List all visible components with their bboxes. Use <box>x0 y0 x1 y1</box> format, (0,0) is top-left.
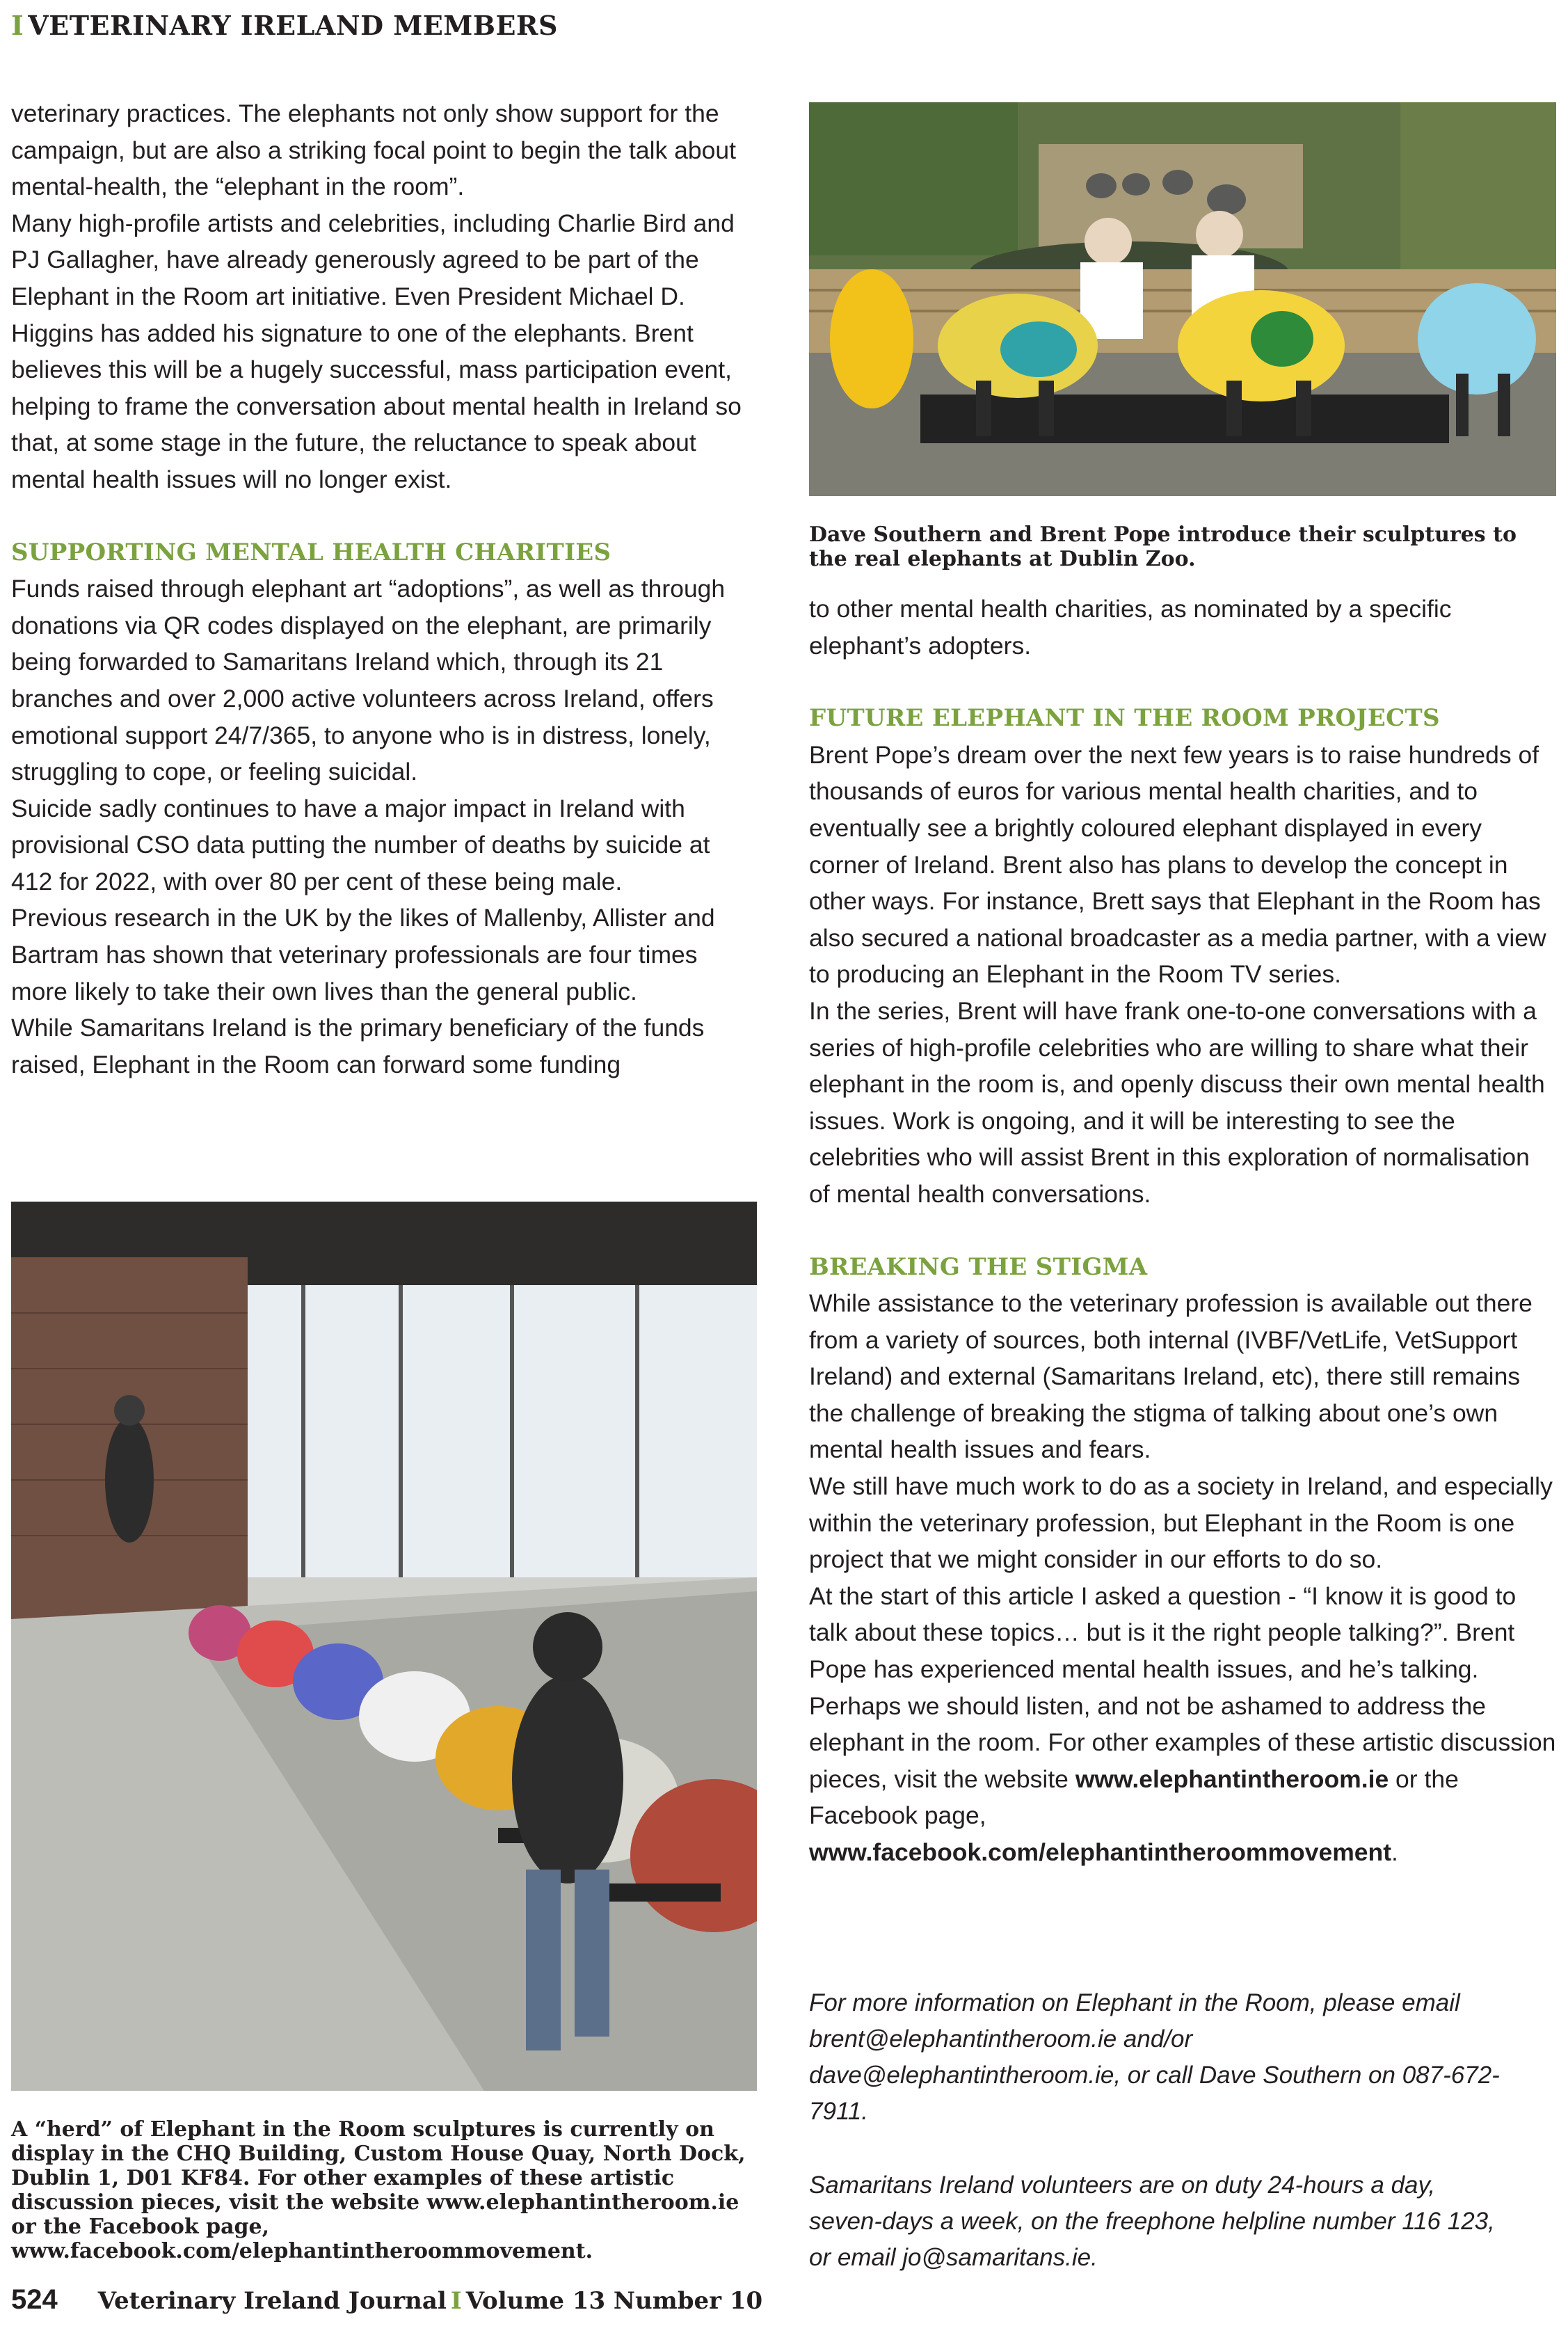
chq-photo-caption: A “herd” of Elephant in the Room sculptures is currently on display in the CHQ Building, Custom House Quay, North Dock, Dublin 1, D01 KF84. For other examples of these artistic discussion pieces, visit the website www.elephantintheroom.ie or the Facebook page, www.facebook.com/elephantintheroommovement. <box>11 2117 746 2263</box>
right-column-text <box>809 591 1556 1871</box>
section-heading-stigma: BREAKING THE STIGMA <box>809 1252 1148 1281</box>
journal-name: Veterinary Ireland Journal <box>97 2287 447 2315</box>
journal-issue: Volume 13 Number 10 <box>465 2287 763 2315</box>
paragraph: In the series, Brent will have frank one-to-one conversations with a series of high-profile celebrities who are willing to share what their elephant in the room is, and openly discuss their own mental health issues. Work is ongoing, and it will be interesting to see the celebrities who will assist Brent in this exploration of normalisation of mental health conversations. <box>809 996 1545 1208</box>
or-facebook-text: or the Facebook page, <box>809 1765 1459 1830</box>
section-heading-supporting: SUPPORTING MENTAL HEALTH CHARITIES <box>11 538 611 566</box>
zoo-photo-caption: Dave Southern and Brent Pope introduce their sculptures to the real elephants at Dublin Zoo. <box>809 523 1517 571</box>
section-heading-future: FUTURE ELEPHANT IN THE ROOM PROJECTS <box>809 704 1440 733</box>
website-link[interactable]: www.elephantintheroom.ie <box>1075 1765 1389 1793</box>
zoo-photo <box>809 102 1556 496</box>
header-marker: I <box>11 10 24 41</box>
footer <box>11 2284 762 2316</box>
paragraph: to other mental health charities, as nominated by a specific elephant’s adopters. <box>809 595 1452 660</box>
page-number: 524 <box>11 2284 58 2315</box>
header-title: VETERINARY IRELAND MEMBERS <box>28 10 558 41</box>
facebook-link[interactable]: www.facebook.com/elephantintheroommovement <box>809 1838 1392 1866</box>
paragraph: We still have much work to do as a society in Ireland, and especially within the veterinary profession, but Elephant in the Room is one project that we might consider in our efforts to do so. <box>809 1472 1553 1574</box>
paragraph: veterinary practices. The elephants not only show support for the campaign, but are also a striking focal point to begin the talk about mental-health, the “elephant in the room”. <box>11 99 736 201</box>
paragraph: Many high-profile artists and celebrities, including Charlie Bird and PJ Gallagher, have already generously agreed to be part of the Elephant in the Room art initiative. Even President Michael D. Higgins has added his signature to one of the elephants. Brent believes this will be a hugely successful, mass participation event, helping to frame the conversation about mental health in Ireland so that, at some stage in the future, the reluctance to speak about mental health issues will no longer exist. <box>11 209 742 493</box>
paragraph: Previous research in the UK by the likes of Mallenby, Allister and Bartram has shown that veterinary professionals are four times more likely to take their own lives than the general public. <box>11 904 715 1005</box>
chq-photo-image <box>11 1202 757 2091</box>
info-italic-block <box>809 1985 1505 2130</box>
paragraph <box>809 1578 1556 1871</box>
chq-photo <box>11 1202 757 2091</box>
paragraph: While assistance to the veterinary profession is available out there from a variety of sources, both internal (IVBF/VetLife, VetSupport Ireland) and external (Samaritans Ireland, etc), there still remains the challenge of breaking the stigma of talking about one’s own mental health issues and fears. <box>809 1289 1533 1464</box>
footer-separator: I <box>450 2287 462 2315</box>
period: . <box>1391 1838 1398 1866</box>
zoo-photo-image <box>809 102 1556 496</box>
paragraph: Brent Pope’s dream over the next few years is to raise hundreds of thousands of euros for various mental health charities, and to eventually see a brightly coloured elephant displayed in every corner of Ireland. Brent also has plans to develop the concept in other ways. For instance, Brett says that Elephant in the Room has also secured a national broadcaster as a media partner, with a view to producing an Elephant in the Room TV series. <box>809 740 1546 989</box>
samaritans-italic-block <box>809 2167 1505 2276</box>
samaritans-info: Samaritans Ireland volunteers are on duty 24-hours a day, seven-days a week, on the freephone helpline number 116 123, or email jo@samaritans.ie. <box>809 2172 1495 2271</box>
paragraph: Funds raised through elephant art “adoptions”, as well as through donations via QR codes displayed on the elephant, are primarily being forwarded to Samaritans Ireland which, through its 21 branches and over 2,000 active volunteers across Ireland, offers emotional support 24/7/365, to anyone who is in distress, lonely, struggling to cope, or feeling suicidal. <box>11 575 726 786</box>
contact-info: For more information on Elephant in the Room, please email brent@elephantintheroom.ie and/or dave@elephantintheroom.ie, or call Dave Southern on 087-672-7911. <box>809 1989 1500 2125</box>
section-header <box>11 10 558 41</box>
paragraph: Suicide sadly continues to have a major impact in Ireland with provisional CSO data putting the number of deaths by suicide at 412 for 2022, with over 80 per cent of these being male. <box>11 794 710 895</box>
paragraph: While Samaritans Ireland is the primary beneficiary of the funds raised, Elephant in the Room can forward some funding <box>11 1014 705 1078</box>
left-column-text <box>11 95 754 1083</box>
closing-text: At the start of this article I asked a question - “I know it is good to talk about these topics… but is it the right people talking?”. Brent Pope has experienced mental health issues, and he’s talking. Perhaps we should listen, and not be ashamed to address the elephant in the room. For other examples of these artistic discussion pieces, visit the website <box>809 1582 1556 1793</box>
